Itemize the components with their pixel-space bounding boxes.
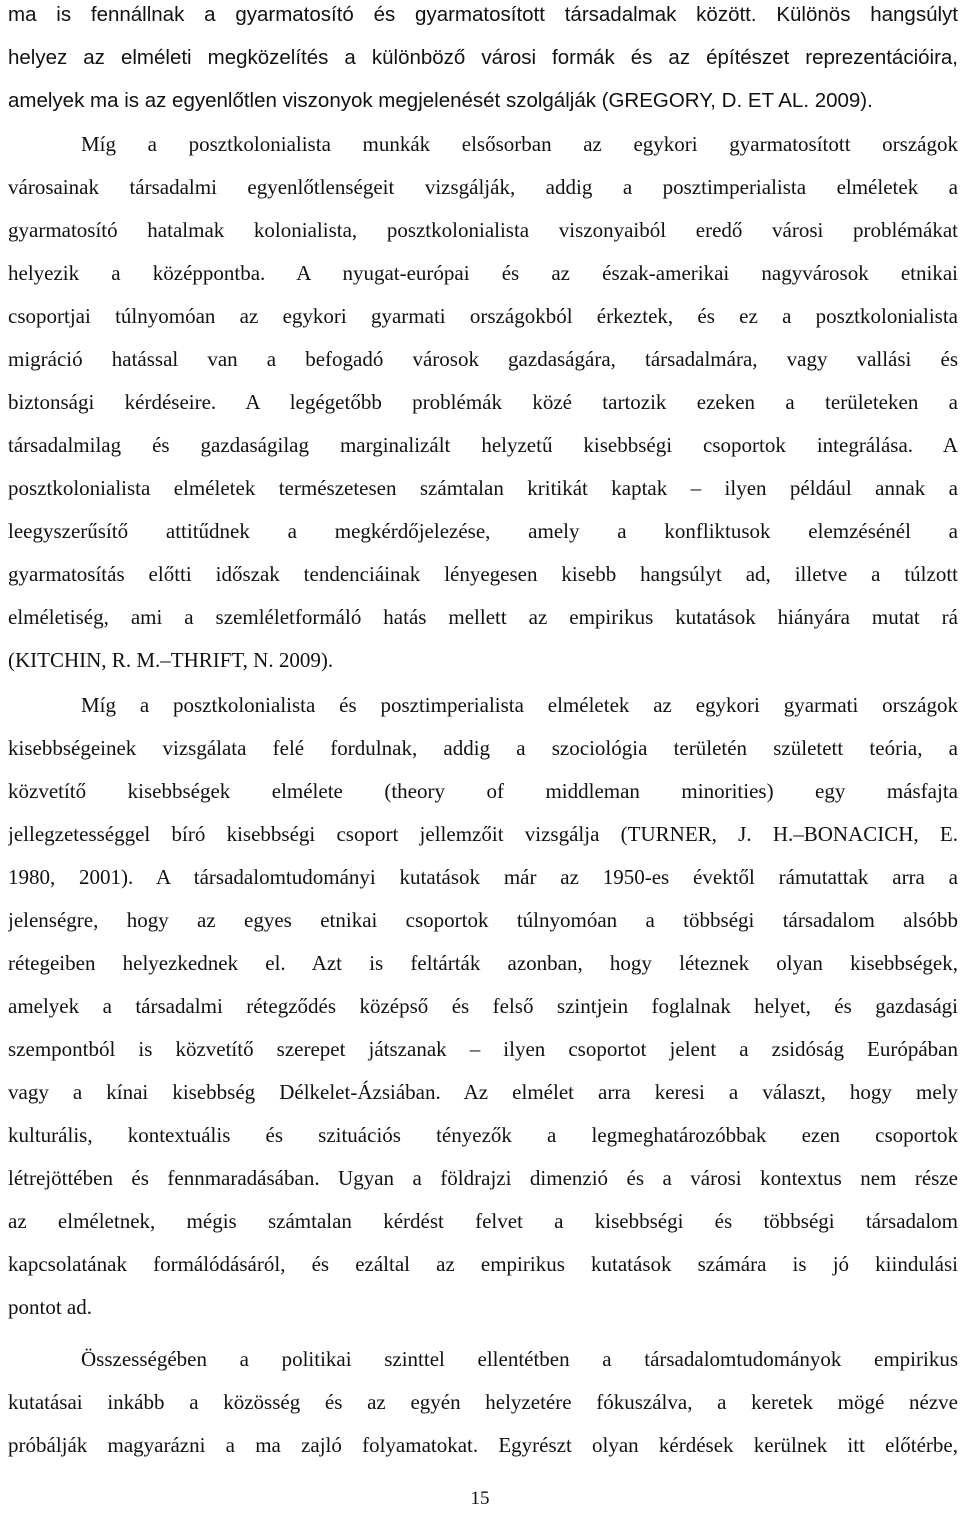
text-line: gyarmatosítás előtti időszak tendenciáinak lényegesen kisebb hangsúlyt ad, illetve a túlzott bbox=[8, 562, 958, 586]
text-line: csoportjai túlnyomóan az egykori gyarmati országokból érkeztek, és ez a posztkolonialista bbox=[8, 304, 958, 328]
text-line: kulturális, kontextuális és szituációs tényezők a legmeghatározóbbak ezen csoportok bbox=[8, 1123, 958, 1147]
text-line: Összességében a politikai szinttel ellentétben a társadalomtudományok empirikus bbox=[81, 1347, 958, 1371]
text-line: gyarmatosító hatalmak kolonialista, posztkolonialista viszonyaiból eredő városi problémákat bbox=[8, 218, 958, 242]
text-line: amelyek ma is az egyenlőtlen viszonyok megjelenését szolgálják (GREGORY, D. ET AL. 2009). bbox=[8, 89, 873, 112]
text-line: Míg a posztkolonialista munkák elsősorban az egykori gyarmatosított országok bbox=[81, 132, 958, 156]
text-line: (KITCHIN, R. M.–THRIFT, N. 2009). bbox=[8, 648, 334, 672]
text-line: ma is fennállnak a gyarmatosító és gyarmatosított társadalmak között. Különös hangsúlyt bbox=[8, 3, 958, 26]
text-line: 1980, 2001). A társadalomtudományi kutatások már az 1950-es évektől rámutattak arra a bbox=[8, 865, 958, 889]
page-number: 15 bbox=[470, 1488, 490, 1509]
text-line: biztonsági kérdéseire. A legégetőbb problémák közé tartozik ezeken a területeken a bbox=[8, 390, 958, 414]
text-line: migráció hatással van a befogadó városok gazdaságára, társadalmára, vagy vallási és bbox=[8, 347, 958, 371]
text-line: jellegzetességgel bíró kisebbségi csoport jellemzőit vizsgálja (TURNER, J. H.–BONACICH, E. bbox=[8, 822, 958, 846]
text-line: rétegeiben helyezkednek el. Azt is feltárták azonban, hogy léteznek olyan kisebbségek, bbox=[8, 951, 958, 975]
text-line: jelenségre, hogy az egyes etnikai csoportok túlnyomóan a többségi társadalom alsóbb bbox=[8, 908, 958, 932]
text-line: létrejöttében és fennmaradásában. Ugyan a földrajzi dimenzió és a városi kontextus nem része bbox=[8, 1166, 958, 1190]
text-line: közvetítő kisebbségek elmélete (theory of middleman minorities) egy másfajta bbox=[8, 779, 958, 803]
text-line: próbálják magyarázni a ma zajló folyamatokat. Egyrészt olyan kérdések kerülnek itt előtérbe, bbox=[8, 1433, 958, 1457]
text-line: szempontból is közvetítő szerepet játszanak – ilyen csoportot jelent a zsidóság Európában bbox=[8, 1037, 958, 1061]
text-line: városainak társadalmi egyenlőtlenségeit vizsgálják, addig a posztimperialista elméletek a bbox=[8, 175, 958, 199]
text-line: leegyszerűsítő attitűdnek a megkérdőjelezése, amely a konfliktusok elemzésénél a bbox=[8, 519, 958, 543]
text-line: pontot ad. bbox=[8, 1295, 92, 1319]
text-line: Míg a posztkolonialista és posztimperialista elméletek az egykori gyarmati országok bbox=[81, 693, 958, 717]
text-line: vagy a kínai kisebbség Délkelet-Ázsiában. Az elmélet arra keresi a választ, hogy mely bbox=[8, 1080, 958, 1104]
text-line: kapcsolatának formálódásáról, és ezáltal az empirikus kutatások számára is jó kiindulási bbox=[8, 1252, 958, 1276]
text-line: elméletiség, ami a szemléletformáló hatás mellett az empirikus kutatások hiányára mutat rá bbox=[8, 605, 958, 629]
text-line: kisebbségeinek vizsgálata felé fordulnak, addig a szociológia területén született teória, a bbox=[8, 736, 958, 760]
text-line: posztkolonialista elméletek természetesen számtalan kritikát kaptak – ilyen például annak a bbox=[8, 476, 958, 500]
text-line: helyez az elméleti megközelítés a különböző városi formák és az építészet reprezentációira, bbox=[8, 46, 958, 69]
text-line: az elméletnek, mégis számtalan kérdést felvet a kisebbségi és többségi társadalom bbox=[8, 1209, 958, 1233]
text-line: társadalmilag és gazdaságilag marginalizált helyzetű kisebbségi csoportok integrálása. A bbox=[8, 433, 958, 457]
text-line: kutatásai inkább a közösség és az egyén helyzetére fókuszálva, a keretek mögé nézve bbox=[8, 1390, 958, 1414]
text-line: amelyek a társadalmi rétegződés középső és felső szintjein foglalnak helyet, és gazdasági bbox=[8, 994, 958, 1018]
text-line: helyezik a középpontba. A nyugat-európai és az észak-amerikai nagyvárosok etnikai bbox=[8, 261, 958, 285]
